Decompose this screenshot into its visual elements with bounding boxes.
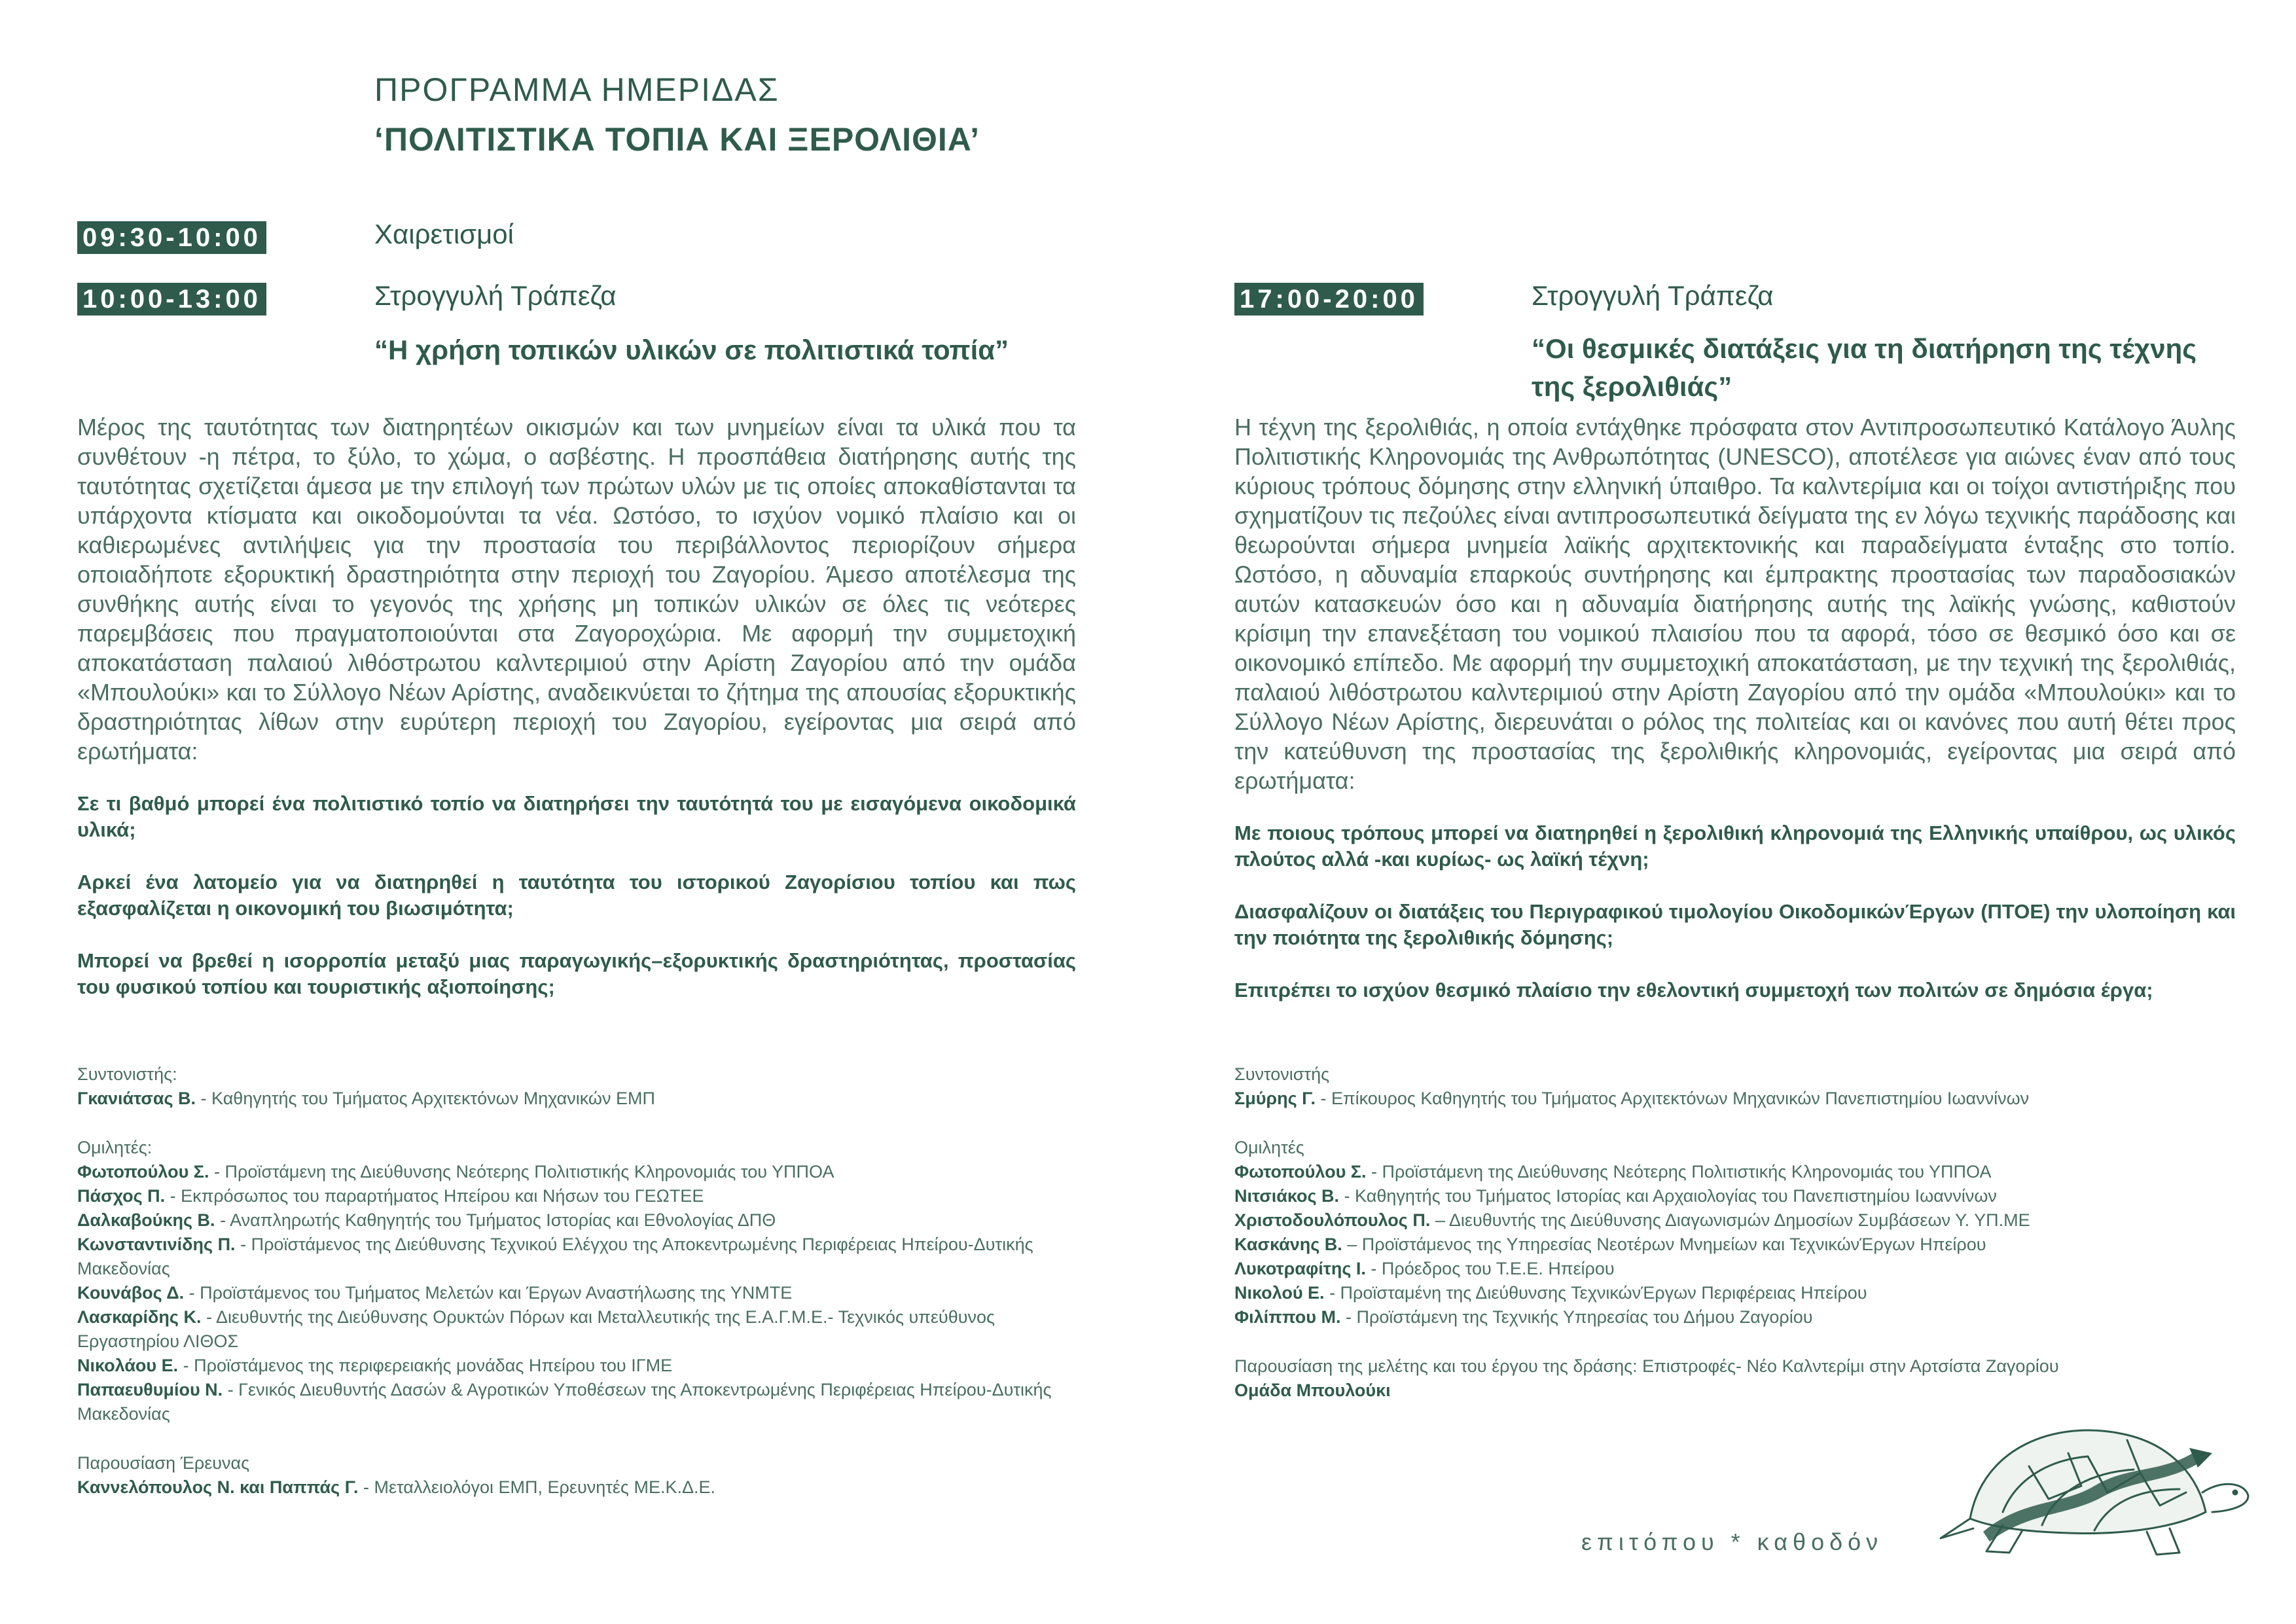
time-badge-0930: 09:30-10:00 — [77, 221, 266, 254]
right-column — [1234, 412, 2236, 1030]
right-speaker — [1234, 1160, 2236, 1184]
right-question-1: Με ποιους τρόπους μπορεί να διατηρηθεί η ξερολιθική κληρονομιά της Ελληνικής υπαίθρου, ως υλικός πλούτος αλλά -και κυρίως- ως λαϊκή τέχνη; — [1234, 821, 2236, 871]
person-role: – Διευθυντής της Διεύθυνσης Διαγωνισμών Δημοσίων Συμβάσεων Υ. ΥΠ.ΜΕ — [1430, 1210, 2030, 1230]
research-label: Παρουσίαση Έρευνας — [77, 1453, 250, 1473]
left-speakers-group — [77, 1136, 1076, 1426]
person-role: - Αναπληρωτής Καθηγητής του Τμήματος Ιστορίας και Εθνολογίας ΔΠΘ — [215, 1210, 776, 1230]
left-research-group — [77, 1451, 1076, 1500]
right-question-2: Διασφαλίζουν οι διατάξεις του Περιγραφικού τιμολογίου ΟικοδομικώνΈργων (ΠΤΟΕ) την υλοποίηση και την ποιότητα της ξερολιθικής δόμησης; — [1234, 900, 2236, 949]
left-question-2: Αρκεί ένα λατομείο για να διατηρηθεί η ταυτότητα του ιστορικού Ζαγορίσιου τοπίου και πως εξασφαλίζεται η οικονομική του βιωσιμότητα; — [77, 871, 1076, 920]
person-role: - Προϊστάμενος της περιφερειακής μονάδας Ηπείρου του ΙΓΜΕ — [178, 1356, 673, 1375]
roundtable-subtitle-left: “Η χρήση τοπικών υλικών σε πολιτιστικά τοπία” — [374, 334, 1009, 365]
left-coordinator — [77, 1087, 1076, 1111]
person-role: - Προϊστάμενη της Διεύθυνσης Νεότερης Πολιτιστικής Κληρονομιάς του ΥΠΠΟΑ — [209, 1162, 834, 1182]
person-role: - Καθηγητής του Τμήματος Αρχιτεκτόνων Μηχανικών ΕΜΠ — [196, 1089, 656, 1108]
person-name: Νικολού Ε. — [1234, 1283, 1325, 1303]
program-title: ΠΡΟΓΡΑΜΜΑ ΗΜΕΡΙΔΑΣ — [374, 71, 780, 108]
right-speakers-label: Ομιλητές — [1234, 1138, 1304, 1157]
left-speaker — [77, 1160, 1076, 1184]
person-role: - Προϊστάμενη της Τεχνικής Υπηρεσίας του Δήμου Ζαγορίου — [1340, 1307, 1813, 1327]
person-name: Χριστοδουλόπουλος Π. — [1234, 1210, 1431, 1230]
left-speaker — [77, 1378, 1076, 1426]
right-speaker — [1234, 1184, 2236, 1208]
person-name: Γκανιάτσας Β. — [77, 1089, 196, 1108]
right-question-3: Επιτρέπει το ισχύον θεσμικό πλαίσιο την εθελοντική συμμετοχή των πολιτών σε δημόσια έργα; — [1234, 979, 2153, 1001]
left-speaker — [77, 1233, 1076, 1281]
left-coordinator-label: Συντονιστής: — [77, 1064, 177, 1084]
person-name: Κουνάβος Δ. — [77, 1283, 185, 1303]
left-question-3: Μπορεί να βρεθεί η ισορροπία μεταξύ μιας παραγωγικής–εξορυκτικής δραστηριότητας, προστασίας του φυσικού τοπίου και τουριστικής αξιοποίησης; — [77, 949, 1076, 998]
greetings-label: Χαιρετισμοί — [374, 219, 514, 249]
person-name: Φωτοπούλου Σ. — [77, 1162, 209, 1182]
left-coordinator-group — [77, 1062, 1076, 1111]
left-questions — [77, 791, 1076, 1000]
footer-tagline: επιτόπου * καθοδόν — [1581, 1528, 1884, 1555]
subtitle-line-1: “Οι θεσμικές διατάξεις για τη διατήρηση της τέχνης — [1532, 333, 2197, 364]
right-questions — [1234, 820, 2236, 1003]
presentation-label: Παρουσίαση της μελέτης και του έργου της δράσης: Επιστροφές- Νέο Καλντερίμι στην Αρτσίστα Ζαγορίου — [1234, 1356, 2059, 1376]
time-badge-1700: 17:00-20:00 — [1234, 283, 1424, 316]
left-speaker — [77, 1305, 1076, 1354]
right-speakers-group — [1234, 1136, 2236, 1329]
left-speaker — [77, 1184, 1076, 1208]
person-name: Σμύρης Γ. — [1234, 1089, 1316, 1108]
roundtable-label-left: Στρογγυλή Τράπεζα — [374, 280, 617, 311]
roundtable-label-right: Στρογγυλή Τράπεζα — [1532, 280, 1774, 311]
person-name: Λασκαρίδης Κ. — [77, 1307, 202, 1327]
person-role: - Εκπρόσωπος του παραρτήματος Ηπείρου και Νήσων του ΓΕΩΤΕΕ — [165, 1186, 704, 1206]
left-speaker — [77, 1281, 1076, 1305]
right-speaker — [1234, 1305, 2236, 1329]
right-paragraph: Η τέχνη της ξερολιθιάς, η οποία εντάχθηκε πρόσφατα στον Αντιπροσωπευτικό Κατάλογο Άυλης Πολιτιστικής Κληρονομιάς της Ανθρωπότητας (UNESCO), αποτέλεσε για αιώνες έναν από τους κύριους τρόπους δόμησης στην ελληνική ύπαιθρο. Τα καλντερίμια και οι τοίχοι αντιστήριξης που σχηματίζουν τις πεζούλες είναι αντιπροσωπευτικά δείγματα της εν λόγω τεχνικής παράδοσης και θεωρούνται σήμερα μνημεία λαϊκής αρχιτεκτονικής και παραδείγματα ένταξης στο τοπίο. Ωστόσο, η αδυναμία επαρκούς συντήρησης και έμπρακτης προστασίας των παραδοσιακών αυτών κατασκευών όσο και η αδυναμία διατήρησης αυτής της λαϊκής γνώσης, καθιστούν κρίσιμη την επανεξέταση του νομικού πλαισίου που τα αφορά, τόσο σε θεσμικό όσο και σε οικονομικό επίπεδο. Με αφορμή την συμμετοχική αποκατάσταση, με την τεχνική της ξερολιθιάς, παλαιού λιθόστρωτου καλντεριμιού στην Αρίστη Ζαγορίου από την ομάδα «Μπουλούκι» και το Σύλλογο Νέων Αρίστης, διερευνάται ο ρόλος της πολιτείας και οι κανόνες που αυτή θέτει προς την κατεύθυνση της προστασίας της ξερολιθικής κληρονομιάς, εγείροντας μια σειρά από ερωτήματα: — [1234, 414, 2236, 794]
left-speakers-label: Ομιλητές: — [77, 1138, 152, 1157]
person-name: Δαλκαβούκης Β. — [77, 1210, 215, 1230]
event-title: ‘ΠΟΛΙΤΙΣΤΙΚΑ ΤΟΠΙΑ ΚΑΙ ΞΕΡΟΛΙΘΙΑ’ — [374, 121, 980, 158]
person-name: Κωνσταντινίδης Π. — [77, 1235, 236, 1254]
right-credits — [1234, 1062, 2236, 1428]
person-role: - Επίκουρος Καθηγητής του Τμήματος Αρχιτεκτόνων Μηχανικών Πανεπιστημίου Ιωαννίνων — [1315, 1089, 2030, 1108]
person-role: - Προϊστάμενος του Τμήματος Μελετών και Έργων Αναστήλωσης της ΥΝΜΤΕ — [184, 1283, 793, 1303]
team-name: Ομάδα Μπουλούκι — [1234, 1380, 1391, 1400]
left-credits — [77, 1062, 1076, 1525]
person-name: Φιλίππου Μ. — [1234, 1307, 1341, 1327]
person-name: Καννελόπουλος Ν. και Παππάς Γ. — [77, 1477, 359, 1497]
right-speaker — [1234, 1281, 2236, 1305]
person-name: Φωτοπούλου Σ. — [1234, 1162, 1367, 1182]
left-speaker — [77, 1354, 1076, 1378]
person-role: - Προϊστάμενη της Διεύθυνσης Νεότερης Πολιτιστικής Κληρονομιάς του ΥΠΠΟΑ — [1366, 1162, 1992, 1182]
right-coordinator-group — [1234, 1062, 2236, 1111]
person-role: - Διευθυντής της Διεύθυνσης Ορυκτών Πόρων και Μεταλλευτικής της Ε.Α.Γ.Μ.Ε.- Τεχνικός υπεύθυνος Εργαστηρίου ΛΙΘΟΣ — [77, 1307, 996, 1351]
person-role: - Καθηγητής του Τμήματος Ιστορίας και Αρχαιολογίας του Πανεπιστημίου Ιωαννίνων — [1339, 1186, 1997, 1206]
right-coordinator-label: Συντονιστής — [1234, 1064, 1330, 1084]
person-name: Νικολάου Ε. — [77, 1356, 179, 1375]
right-speaker — [1234, 1233, 2236, 1257]
person-name: Κασκάνης Β. — [1234, 1235, 1342, 1254]
right-speaker — [1234, 1257, 2236, 1281]
person-role: - Προϊστάμενος της Διεύθυνσης Τεχνικού Ελέγχου της Αποκεντρωμένης Περιφέρειας Ηπείρου-Δυτικής Μακεδονίας — [77, 1235, 1033, 1278]
left-column — [77, 412, 1076, 1026]
right-presentation-group — [1234, 1354, 2236, 1403]
person-role: - Πρόεδρος του Τ.Ε.Ε. Ηπείρου — [1365, 1259, 1615, 1278]
right-coordinator — [1234, 1087, 2236, 1111]
person-role: - Γενικός Διευθυντής Δασών & Αγροτικών Υποθέσεων της Αποκεντρωμένης Περιφέρειας Ηπείρου-Δυτικής Μακεδονίας — [77, 1380, 1052, 1424]
subtitle-line-2: της ξερολιθιάς” — [1532, 371, 1732, 402]
person-role: - Μεταλλειολόγοι ΕΜΠ, Ερευνητές ΜΕ.Κ.Δ.Ε. — [358, 1477, 716, 1497]
time-badge-1000: 10:00-13:00 — [77, 283, 266, 316]
person-name: Λυκοτραφίτης Ι. — [1234, 1259, 1366, 1278]
research-presenters — [77, 1475, 1076, 1500]
turtle-icon — [1924, 1407, 2251, 1564]
left-paragraph: Μέρος της ταυτότητας των διατηρητέων οικισμών και των μνημείων είναι τα υλικά που τα συνθέτουν -η πέτρα, το ξύλο, το χώμα, ο ασβέστης. Η προσπάθεια διατήρησης αυτής της ταυτότητας σχετίζεται άμεσα με την επιλογή των πρώτων υλών με τις οποίες αποκαθίστανται τα υπάρχοντα κτίσματα και οικοδομούνται τα νέα. Ωστόσο, το ισχύον νομικό πλαίσιο και οι καθιερωμένες αντιλήψεις για την προστασία του περιβάλλοντος περιορίζουν σήμερα οποιαδήποτε εξορυκτική δραστηριότητα στην περιοχή του Ζαγορίου. Άμεσο αποτέλεσμα της συνθήκης αυτής είναι το γεγονός της χρήσης μη τοπικών υλικών σε όλες τις νεότερες παρεμβάσεις που πραγματοποιούνται στα Ζαγοροχώρια. Με αφορμή την συμμετοχική αποκατάσταση παλαιού λιθόστρωτου καλντεριμιού στην Αρίστη Ζαγορίου από την ομάδα «Μπουλούκι» και το Σύλλογο Νέων Αρίστης, αναδεικνύεται το ζήτημα της απουσίας εξορυκτικής δραστηριότητας λίθων στην ευρύτερη περιοχή του Ζαγορίου, εγείροντας μια σειρά από ερωτήματα: — [77, 414, 1076, 765]
person-role: - Προϊσταμένη της Διεύθυνσης ΤεχνικώνΈργων Περιφέρειας Ηπείρου — [1324, 1283, 1867, 1303]
left-question-1: Σε τι βαθμό μπορεί ένα πολιτιστικό τοπίο να διατηρήσει την ταυτότητά του με εισαγόμενα οικοδομικά υλικά; — [77, 792, 1076, 841]
right-speaker — [1234, 1208, 2236, 1233]
presentation-team — [1234, 1379, 2236, 1403]
left-speaker — [77, 1208, 1076, 1233]
person-role: – Προϊστάμενος της Υπηρεσίας Νεοτέρων Μνημείων και ΤεχνικώνΈργων Ηπείρου — [1342, 1235, 1986, 1254]
person-name: Παπαευθυμίου Ν. — [77, 1380, 223, 1399]
roundtable-subtitle-right — [1532, 330, 2251, 406]
person-name: Νιτσιάκος Β. — [1234, 1186, 1340, 1206]
person-name: Πάσχος Π. — [77, 1186, 166, 1206]
